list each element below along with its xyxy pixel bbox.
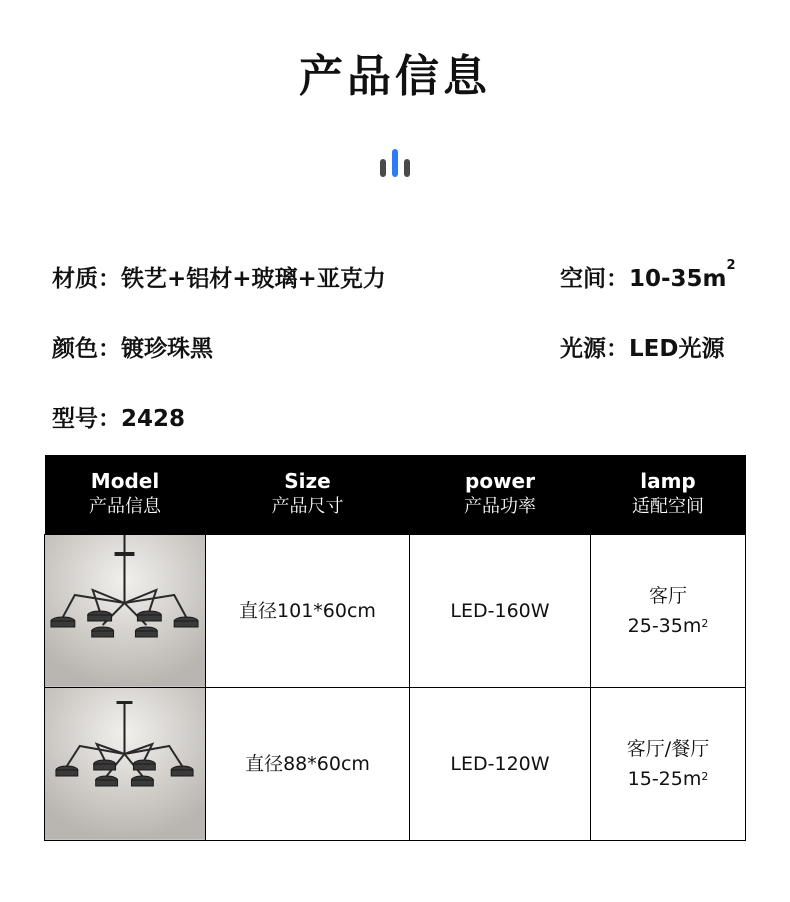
header-en: Model	[90, 469, 160, 494]
header-lamp	[591, 455, 746, 534]
power-cell: LED-160W	[410, 534, 591, 687]
room-cell	[591, 534, 746, 687]
divider-bar	[404, 159, 410, 177]
spec-color: 颜色：镀珍珠黑	[52, 336, 213, 362]
product-image-cell	[45, 687, 206, 840]
header-size	[206, 455, 410, 534]
spec-space-text: 空间：10-35m	[560, 266, 727, 292]
size-cell: 直径101*60cm	[206, 534, 410, 687]
table-row	[45, 687, 746, 840]
header-zh: 产品信息	[89, 496, 161, 518]
divider-bar	[380, 159, 386, 177]
table-header-row	[45, 455, 746, 534]
area-label	[591, 611, 745, 641]
chandelier-image	[45, 688, 205, 839]
spec-light-source: 光源：LED光源	[560, 336, 725, 362]
chandelier-image	[45, 535, 205, 686]
spec-model: 型号：2428	[52, 406, 186, 432]
header-zh: 产品功率	[464, 496, 536, 518]
product-image-cell	[45, 534, 206, 687]
table-row	[45, 534, 746, 687]
divider-bar-accent	[392, 149, 398, 177]
room-cell	[591, 687, 746, 840]
area-sup: 2	[701, 616, 709, 630]
header-en: Size	[284, 469, 331, 494]
size-cell: 直径88*60cm	[206, 687, 410, 840]
header-zh: 产品尺寸	[271, 496, 344, 518]
spec-material: 材质：铁艺+铝材+玻璃+亚克力	[52, 266, 386, 292]
page-title: 产品信息	[299, 51, 491, 102]
power-cell: LED-120W	[410, 687, 591, 840]
product-table	[44, 455, 746, 841]
section-divider-icon	[380, 147, 414, 177]
header-en: lamp	[640, 469, 696, 494]
header-en: power	[465, 469, 535, 494]
area-text: 25-35m	[627, 614, 702, 637]
room-label: 客厅	[648, 584, 687, 607]
room-label: 客厅/餐厅	[626, 737, 710, 760]
header-zh: 适配空间	[632, 496, 704, 518]
header-model	[45, 455, 206, 534]
spec-space	[560, 260, 736, 293]
area-label	[591, 764, 745, 794]
area-sup: 2	[701, 769, 709, 783]
header-power	[410, 455, 591, 534]
area-text: 15-25m	[627, 767, 702, 790]
spec-space-sup: 2	[726, 258, 736, 273]
